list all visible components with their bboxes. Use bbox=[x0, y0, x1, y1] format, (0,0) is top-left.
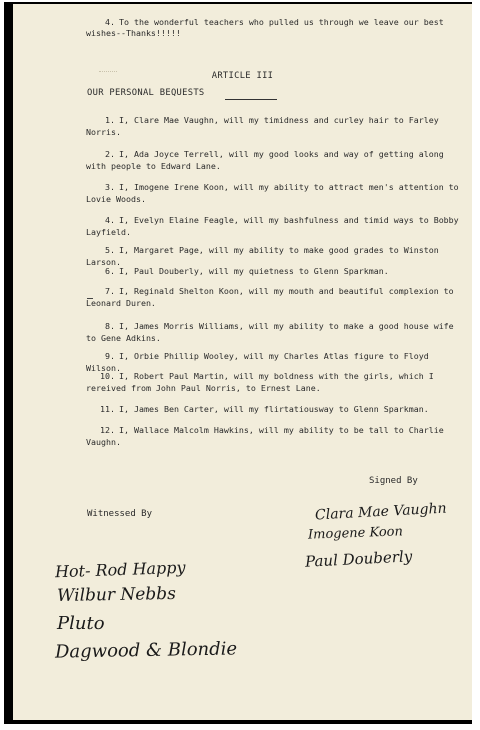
document-page bbox=[13, 4, 472, 720]
bequest-number: 5. bbox=[105, 245, 115, 255]
header-item-number: 4. bbox=[105, 17, 115, 27]
bequest-number: 9. bbox=[105, 351, 115, 361]
bequest-number: 1. bbox=[105, 115, 115, 125]
bequest-text: I, Paul Douberly, will my quietness to Glenn Sparkman. bbox=[119, 266, 389, 276]
witness-signature: Pluto bbox=[57, 613, 105, 634]
bequest-text: I, Reginald Shelton Koon, will my mouth and beautiful complexion to Leonard Duren. bbox=[86, 286, 454, 308]
witness-signature: Wilbur Nebbs bbox=[56, 583, 177, 607]
bequest-number: 3. bbox=[105, 182, 115, 192]
signature: Paul Douberly bbox=[304, 547, 413, 571]
witness-signature: Dagwood & Blondie bbox=[54, 638, 238, 663]
bequest-text: I, James Ben Carter, will my flirtatiousway to Glenn Sparkman. bbox=[119, 404, 429, 414]
bequest-number: 11. bbox=[100, 404, 115, 414]
bequest-text: I, Ada Joyce Terrell, will my good looks and way of getting along with people to Edward Lane. bbox=[86, 149, 444, 171]
witnessed-by-label: Witnessed By bbox=[87, 509, 153, 519]
header-item bbox=[86, 17, 466, 39]
bequest-number: 12. bbox=[100, 425, 115, 435]
bequest-item bbox=[86, 266, 466, 278]
signature: Imogene Koon bbox=[307, 524, 404, 543]
bequest-item bbox=[86, 245, 466, 268]
bequest-number: 7. bbox=[105, 286, 115, 296]
bequest-item bbox=[86, 115, 466, 138]
bequest-number: 6. bbox=[105, 266, 115, 276]
bequest-text: I, Evelyn Elaine Feagle, will my bashfulness and timid ways to Bobby Layfield. bbox=[86, 215, 459, 237]
bequest-text: I, Clare Mae Vaughn, will my timidness and curley hair to Farley Norris. bbox=[86, 115, 439, 137]
bequest-number: 2. bbox=[105, 149, 115, 159]
bequest-text: I, Imogene Irene Koon, will my ability to attract men's attention to Lovie Woods. bbox=[86, 182, 459, 204]
bequest-item bbox=[86, 149, 466, 172]
page-frame bbox=[4, 2, 472, 724]
header-item-text: To the wonderful teachers who pulled us through we leave our best wishes--Thanks!!!!! bbox=[86, 17, 444, 38]
bequest-item bbox=[86, 215, 466, 238]
bequest-text: I, Robert Paul Martin, will my boldness with the girls, which I rereived from John Paul Norris, to Ernest Lane. bbox=[86, 371, 434, 393]
bequest-number: 10. bbox=[100, 371, 115, 381]
signed-by-label: Signed By bbox=[369, 476, 418, 486]
bequest-number: 8. bbox=[105, 321, 115, 331]
bequest-text: I, Margaret Page, will my ability to make good grades to Winston Larson. bbox=[86, 245, 439, 267]
stray-mark bbox=[87, 298, 93, 299]
bequest-text: I, Wallace Malcolm Hawkins, will my ability to be tall to Charlie Vaughn. bbox=[86, 425, 444, 447]
article-title: ARTICLE III bbox=[211, 71, 274, 81]
bequest-item bbox=[86, 371, 466, 394]
witness-signature: Hot- Rod Happy bbox=[54, 557, 186, 582]
signature: Clara Mae Vaughn bbox=[314, 500, 447, 524]
bequest-text: I, James Morris Williams, will my ability to make a good house wife to Gene Adkins. bbox=[86, 321, 454, 343]
bequest-item bbox=[86, 404, 466, 416]
bequests-title: OUR PERSONAL BEQUESTS bbox=[87, 88, 205, 98]
bequest-number: 4. bbox=[105, 215, 115, 225]
bequest-item bbox=[86, 182, 466, 205]
bequest-text: I, Orbie Phillip Wooley, will my Charles Atlas figure to Floyd Wilson. bbox=[86, 351, 429, 373]
bequest-item bbox=[86, 286, 466, 309]
title-underline bbox=[225, 99, 277, 100]
bequest-item bbox=[86, 425, 466, 448]
bequest-item bbox=[86, 321, 466, 344]
